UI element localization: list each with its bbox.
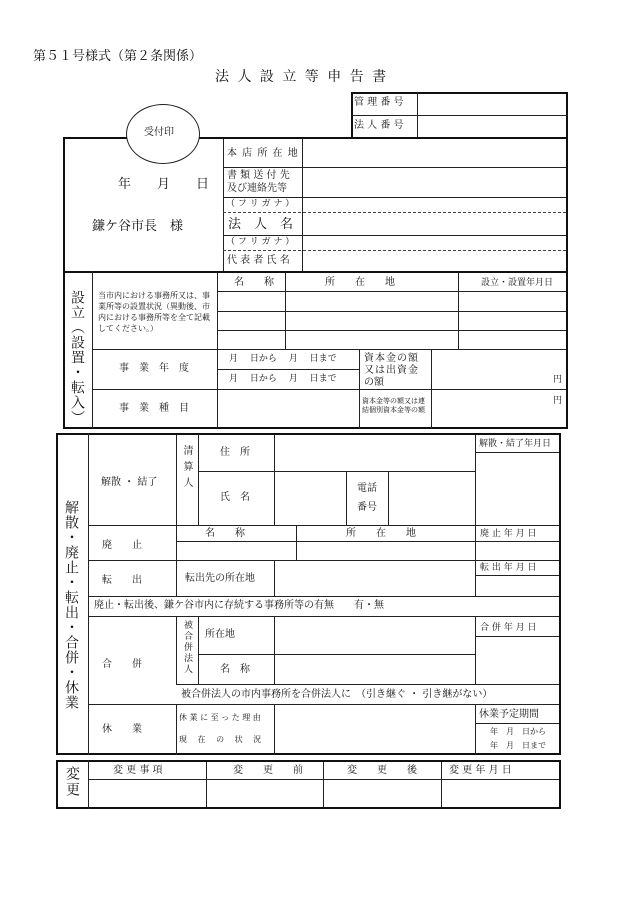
corporate-number-field[interactable] (419, 117, 566, 136)
addressee: 鎌ケ谷市長 様 (92, 219, 184, 234)
merged-corp-label: 被合併法人 (182, 620, 192, 675)
dissolution-side-label: 解散・廃止・転出・合併・休業 (63, 500, 79, 710)
establish-date-header: 設立・設置年月日 (481, 278, 554, 288)
merged-name-label: 名 称 (220, 664, 250, 675)
before-change-header: 変 更 前 (233, 765, 303, 776)
modification-side-label: 変更 (64, 766, 80, 798)
remaining-office-text: 廃止・転出後、鎌ケ谷市内に存続する事務所等の有無 有・無 (94, 600, 384, 611)
form-title: 法 人 設 立 等 申 告 書 (215, 69, 389, 85)
abolish-date-header: 廃 止 年 月 日 (480, 529, 537, 539)
form-number: 第５１号様式（第２条関係） (33, 49, 203, 64)
suspend-period-header: 休業予定期間 (479, 709, 539, 720)
liquidator-address-label: 住 所 (220, 447, 250, 458)
corporate-number-label: 法 人 番 号 (354, 120, 404, 131)
suspend-label: 休 業 (102, 724, 142, 735)
abolish-label: 廃 止 (102, 540, 142, 551)
dissolution-label: 解散 ・ 結了 (101, 477, 158, 488)
moveout-label: 転 出 (102, 575, 142, 586)
application-date: 年 月 日 (118, 177, 210, 192)
fiscal-year-range-2: 月 日から 月 日まで (229, 374, 337, 384)
merge-date-header: 合 併 年 月 日 (480, 623, 537, 633)
merged-location-label: 所在地 (205, 629, 235, 640)
abolish-location-header: 所 在 地 (346, 528, 416, 539)
suspend-from: 年 月 日から (490, 727, 546, 736)
capital-label-3: の額 (364, 377, 384, 388)
abolish-name-header: 名 称 (205, 528, 245, 539)
office-location-header: 所 在 地 (325, 277, 395, 288)
liquidator-label: 清算人 (181, 445, 192, 493)
mail-to-label-1: 書 類 送 付 先 (227, 170, 290, 181)
mail-to-label-2: 及び連絡先等 (227, 183, 287, 194)
fiscal-year-label: 事 業 年 度 (119, 363, 189, 374)
change-date-field[interactable] (443, 781, 559, 807)
capital-label-1: 資本金の額 (364, 353, 419, 364)
capital-yen-unit: 円 (553, 375, 563, 385)
business-type-label: 事 業 種 目 (119, 403, 189, 414)
liquidator-name-label: 氏 名 (220, 492, 250, 503)
suspend-reason-label: 休 業 に 至 っ た 理 由 (179, 713, 261, 722)
management-number-field[interactable] (419, 94, 566, 114)
phone-label-1: 電話 (357, 483, 377, 494)
mail-to-field[interactable] (304, 169, 566, 196)
capital-note: 資本金等の額又は連結個別資本金等の額 (362, 397, 425, 414)
furigana-label-2: （ フ リ ガ ナ ） (226, 237, 295, 247)
moveout-location-label: 転出先の所在地 (185, 573, 255, 584)
change-date-header: 変 更 年 月 日 (449, 765, 512, 776)
office-name-header: 名 称 (234, 277, 274, 288)
liquidator-name-field[interactable] (276, 473, 345, 524)
current-status-label: 現 在 の 状 況 (179, 735, 262, 744)
fiscal-year-range-1: 月 日から 月 日まで (229, 354, 337, 364)
change-item-header: 変 更 事 項 (113, 765, 163, 776)
moveout-date-header: 転 出 年 月 日 (480, 563, 537, 573)
dissolution-date-header: 解散・結了年月日 (479, 439, 552, 449)
liquidator-phone-field[interactable] (390, 473, 473, 524)
before-change-field[interactable] (208, 781, 322, 807)
suspend-reason-field[interactable] (276, 706, 473, 753)
suspend-to: 年 月 日まで (490, 741, 546, 750)
corporation-name-label: 法 人 名 (228, 217, 294, 232)
hq-address-label: 本 店 所 在 地 (227, 148, 299, 159)
management-number-label: 管 理 番 号 (354, 97, 404, 108)
merge-note: 被合併法人の市内事務所を合併法人に （引き継ぐ ・ 引き継がない） (181, 689, 493, 700)
liquidator-address-field[interactable] (276, 437, 473, 470)
phone-label-2: 番号 (357, 502, 377, 513)
representative-name-label: 代 表 者 氏 名 (227, 255, 290, 266)
business-type-field[interactable] (219, 391, 358, 427)
establish-side-label: 設立（設置・転入） (69, 290, 85, 425)
after-change-header: 変 更 後 (347, 765, 417, 776)
reception-stamp-label: 受付印 (144, 127, 174, 138)
representative-name-field[interactable] (304, 252, 566, 270)
furigana-label: （ フ リ ガ ナ ） (226, 199, 295, 209)
merged-location-field[interactable] (276, 618, 473, 653)
moveout-location-field[interactable] (276, 562, 473, 595)
corporation-name-field[interactable] (304, 214, 566, 234)
after-change-field[interactable] (325, 781, 440, 807)
hq-address-field[interactable] (304, 141, 566, 166)
merged-name-field[interactable] (276, 656, 473, 683)
merge-label: 合 併 (102, 659, 142, 670)
capital-yen-unit-2: 円 (553, 396, 563, 406)
change-item-field[interactable] (90, 781, 205, 807)
capital-amount-field[interactable] (433, 351, 565, 388)
capital-label-2: 又は出資金 (364, 365, 419, 376)
establish-note: 当市内における事務所又は、事業所等の設置状況（異動後、市内における事務所等を全て記載してください。） (98, 291, 210, 333)
